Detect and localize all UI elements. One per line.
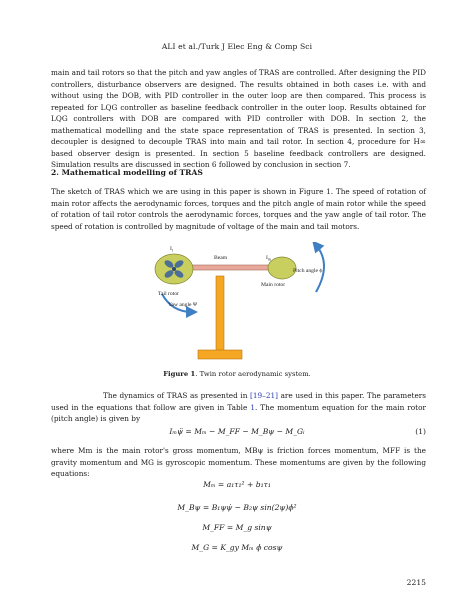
label-main-rotor: Main rotor (261, 282, 286, 288)
label-it: $I_t$ (170, 246, 173, 253)
page-number: 2215 (406, 578, 426, 587)
equation-1-number: (1) (415, 427, 426, 436)
equation-4: M_FF = M_g sinψ (202, 523, 272, 532)
section-paragraph: The sketch of TRAS which we are using in this paper is shown in Figure 1. The speed of rotation of main rotor affects the aerodynamic forces, torques and the pitch angle of main rotor while the speed of rotation of tail rotor controls the aerodynamic forces, torques and the yaw angle of tail rotor. The speed of rotation is controlled by magnitude of voltage of the main and tail motors. (51, 187, 426, 231)
label-tail-rotor: Tail rotor (158, 291, 179, 297)
stand-pole (216, 276, 224, 354)
label-pitch: Pitch angle ϕ (293, 268, 323, 274)
figure-caption: Figure 1. Twin rotor aerodynamic system. (163, 370, 311, 378)
equation-2: Mₘ = a₁τ₁² + b₁τ₁ (203, 480, 271, 489)
section-title: 2. Mathematical modelling of TRAS (51, 168, 203, 177)
table-link[interactable]: 1 (250, 402, 255, 412)
equation-5: M_G = K_gy Mₘ ϕ̇ cosψ (191, 543, 283, 552)
dynamics-paragraph: The dynamics of TRAS as presented in [19–21] are used in this paper. The parameters used in the equations that follow are given in Table 1. The momentum equation for the main rotor (pitch angle) is given by (51, 391, 426, 423)
running-header: ALI et al./Turk J Elec Eng & Comp Sci (161, 42, 313, 51)
label-yaw: Yaw angle Ψ (168, 302, 198, 308)
main-rotor (268, 257, 296, 279)
where-paragraph: where Mm is the main rotor's gross momentum, MBψ is friction forces momentum, MFF is the gravity momentum and MG is gyroscopic momentum. These momentums are given by the following equations: (51, 446, 426, 478)
label-im: $I_m$ (266, 255, 271, 262)
label-beam: Beam (214, 255, 228, 261)
intro-paragraph: main and tail rotors so that the pitch and yaw angles of TRAS are controlled. After designing the PID controllers, disturbance observers are designed. The results obtained in both cases i.e. with and without using the DOB, with PID controller in the outer loop are then compared. This process is repeated for LQG controller as baseline feedback controller in the outer loop. Results obtained for LQG controllers with DOB are compared with PID controller with DOB. In section 2, the mathematical modelling and the state space representation of TRAS is presented. In section 3, decoupler is designed to decouple TRAS into main and tail rotor. In section 4, procedure for H∞ based observer design is presented. In section 5 baseline feedback controllers are designed. Simulation results are discussed in section 6 followed by conclusion in section 7. (51, 68, 426, 169)
equation-1: Iₘψ̈ = Mₘ − M_FF − M_Bψ − M_Gᵢ (169, 427, 305, 436)
stand-base (198, 350, 242, 359)
tras-figure (148, 242, 348, 364)
reference-link[interactable]: [19–21] (250, 391, 278, 400)
equation-3: M_Bψ = B₁ψψ̇ − B₂ψ sin(2ψ)ϕ̇² (177, 503, 297, 512)
